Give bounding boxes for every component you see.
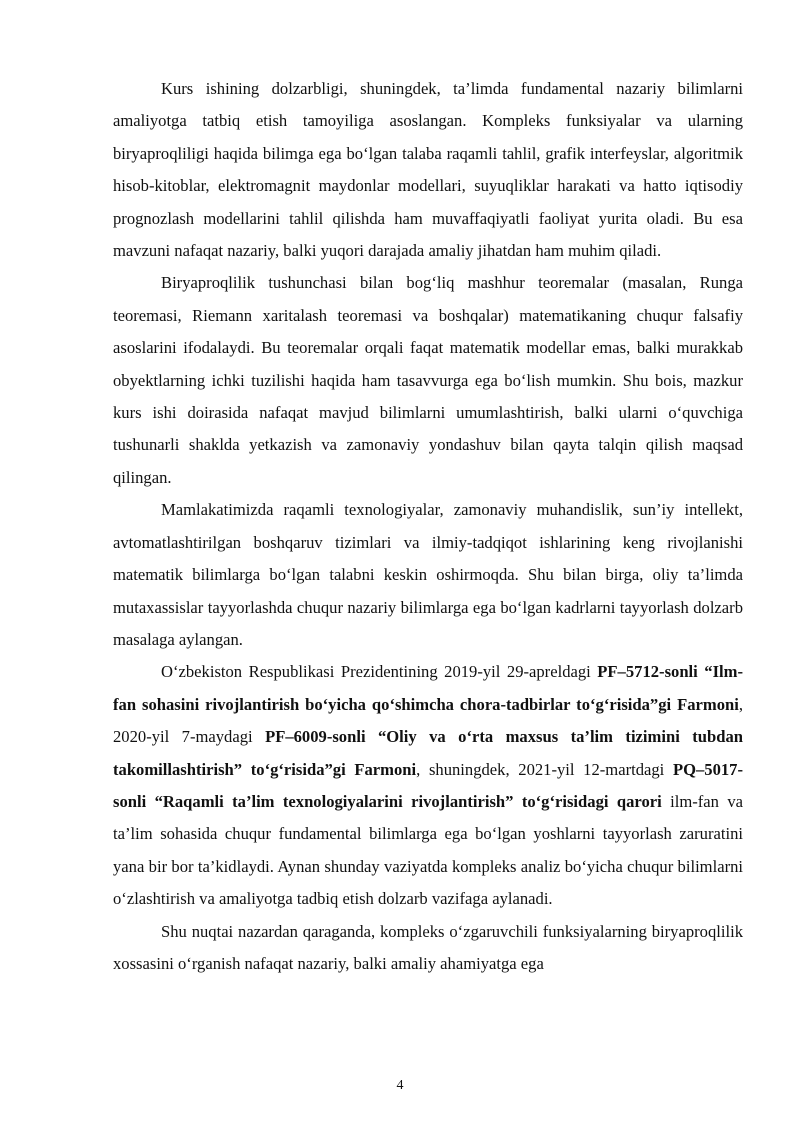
page-number: 4 <box>396 1078 404 1093</box>
paragraph <box>113 916 743 981</box>
paragraph-text: , shuningdek, 2021-yil 12-martdagi <box>416 759 673 779</box>
resolution-reference: PQ–5017-sonli “Raqamli ta’lim texnologiyalarini rivojlantirish” to‘g‘risidagi qarori <box>113 759 744 811</box>
paragraph <box>113 267 743 494</box>
paragraph-text: Biryaproqlilik tushunchasi bilan bog‘liq mashhur teoremalar (masalan, Runga teoremasi, Riemann xaritalash teoremasi va boshqalar) matematikaning chuqur falsafiy asoslarini ifodalaydi. Bu teoremalar orqali faqat matematik modellar emas, balki murakkab obyektlarning ichki tuzilishi haqida ham tasavvurga ega bo‘lish mumkin. Shu bois, mazkur kurs ishi doirasida nafaqat mavjud bilimlarni umumlashtirish, balki ularni o‘quvchiga tushunarli shaklda yetkazish va zamonaviy yondashuv bilan qayta talqin qilish maqsad qilingan. <box>113 273 743 487</box>
paragraph-text: Mamlakatimizda raqamli texnologiyalar, zamonaviy muhandislik, sun’iy intellekt, avtomatlashtirilgan boshqaruv tizimlari va ilmiy-tadqiqot ishlarining keng rivojlanishi matematik bilimlarga bo‘lgan talabni keskin oshirmoqda. Shu bilan birga, oliy ta’limda mutaxassislar tayyorlashda chuqur nazariy bilimlarga ega bo‘lgan kadrlarni tayyorlash dolzarb masalaga aylangan. <box>113 500 743 649</box>
paragraph <box>113 73 743 267</box>
page-body <box>113 73 743 980</box>
paragraph-text: Shu nuqtai nazardan qaraganda, kompleks o‘zgaruvchili funksiyalarning biryaproqlilik xossasini o‘rganish nafaqat nazariy, balki amaliy ahamiyatga ega <box>113 921 743 973</box>
paragraph <box>113 656 743 915</box>
decree-reference: PF–6009-sonli “Oliy va o‘rta maxsus ta’lim tizimini tubdan takomillashtirish” to‘g‘risida”gi Farmoni <box>113 727 743 779</box>
paragraph-text: , 2020-yil 7-maydagi <box>113 694 743 747</box>
paragraph <box>113 494 743 656</box>
paragraph-text: ilm-fan va ta’lim sohasida chuqur fundamental bilimlarga ega bo‘lgan yoshlarni tayyorlash zaruratini yana bir bor ta’kidlaydi. Aynan shunday vaziyatda kompleks analiz bo‘yicha chuqur bilimlarni o‘zlashtirish va amaliyotga tadbiq etish dolzarb vazifaga aylanadi. <box>113 791 743 909</box>
decree-reference: PF–5712-sonli “Ilm-fan sohasini rivojlantirish bo‘yicha qo‘shimcha chora-tadbirlar to‘g‘risida”gi Farmoni <box>113 662 743 714</box>
paragraph-text: O‘zbekiston Respublikasi Prezidentining 2019-yil 29-apreldagi <box>161 662 598 682</box>
paragraph-text: Kurs ishining dolzarbligi, shuningdek, ta’limda fundamental nazariy bilimlarni amaliyotga tatbiq etish tamoyiliga asoslangan. Kompleks funksiyalar va ularning biryaproqliligi haqida bilimga ega bo‘lgan talaba raqamli tahlil, grafik interfeyslar, algoritmik hisob-kitoblar, elektromagnit maydonlar modellari, suyuqliklar harakati va hatto iqtisodiy prognozlash modellarini tahlil qilishda ham muvaffaqiyatli faoliyat yurita oladi. Bu esa mavzuni nafaqat nazariy, balki yuqori darajada amaliy jihatdan ham muhim qiladi. <box>113 79 743 261</box>
